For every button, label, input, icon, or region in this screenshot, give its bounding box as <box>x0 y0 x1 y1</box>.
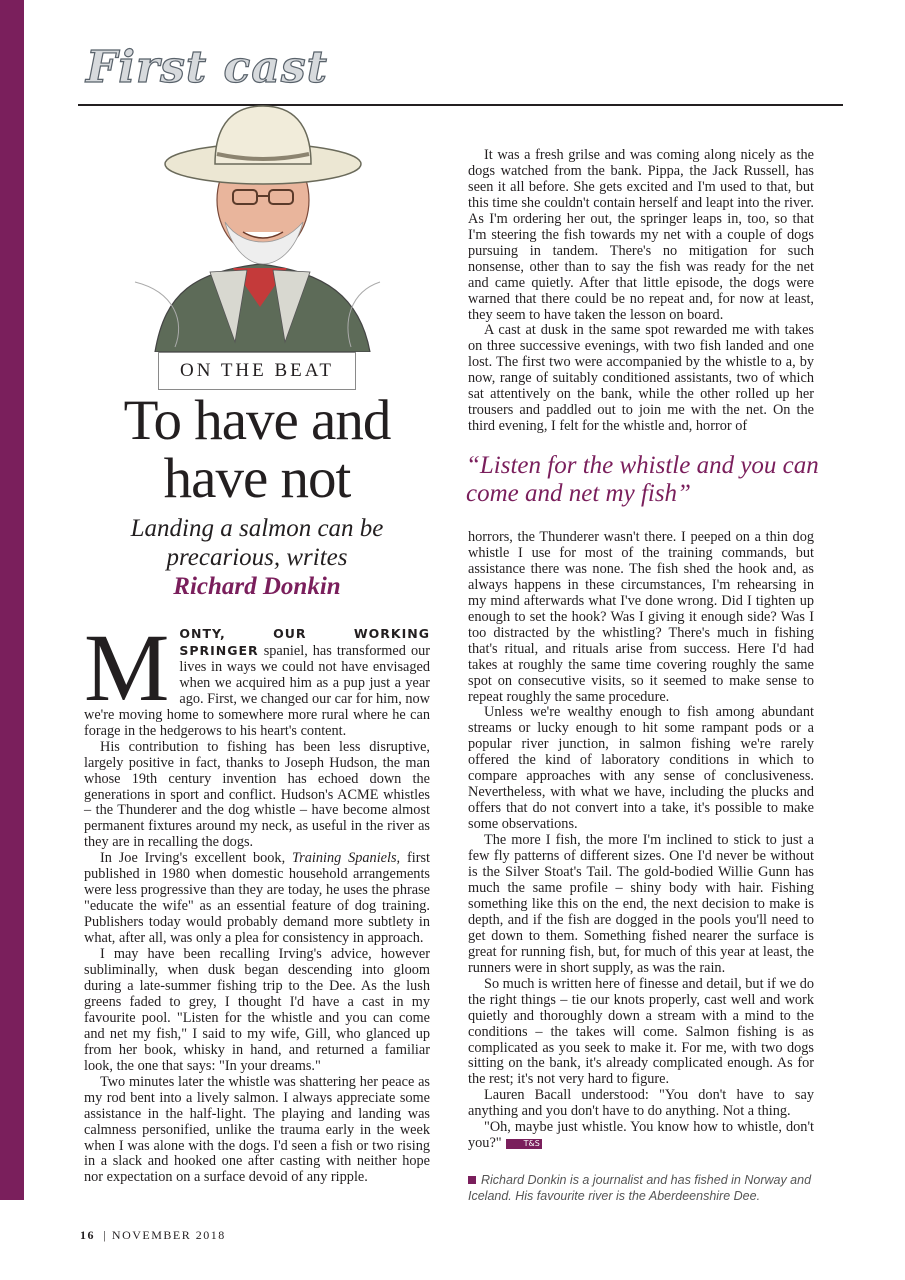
section-title: First cast <box>86 42 328 93</box>
body-paragraph: horrors, the Thunderer wasn't there. I peeped on a thin dog whistle I use for most of the training commands, but assistance there was none. The fish shed the hook and, as always happens in these circumstances, I'm rehearsing in my mind afterwards what I've done wrong. Did I tighten up enough to set the hook? Was I giving it enough side? Was I too distracted by the whistling? There's much in fishing that's ritual, and rituals arise from success. Here I'd had takes at roughly the same time covering roughly the same spot on consecutive visits, so it seemed to make sense to repeat roughly the same procedure. <box>468 529 814 705</box>
body-paragraph <box>84 851 430 947</box>
headline-line-1: To have and <box>123 389 391 452</box>
body-paragraph <box>84 614 430 740</box>
author-portrait-illustration <box>115 92 405 352</box>
book-title: Training Spaniels, <box>292 850 401 867</box>
headline-line-2: have not <box>163 447 351 510</box>
on-the-beat-label: ON THE BEAT <box>158 352 356 390</box>
body-paragraph: I may have been recalling Irving's advice, however subliminally, when dusk began descending into gloom during a late-summer fishing trip to the Dee. As the lush greens faded to grey, I thought I'd have a cast in my favourite pool. "Listen for the whistle and you can come and net my fish," I said to my wife, Gill, who glanced up from her book, whisky in hand, and returned a familiar look, the one that says: "In your dreams." <box>84 946 430 1074</box>
body-paragraph: Two minutes later the whistle was shattering her peace as my rod bent into a lively salmon. I always appreciate some assistance in the half-light. The playing and landing was calmness personified, unlike the trauma early in the week when I was alone with the dogs. I'd seen a fish or two rising in a slack and hooked one after casting with neither hope nor expectation on a surface devoid of any ripple. <box>84 1073 430 1186</box>
paragraph-text: "Oh, maybe just whistle. You know how to whistle, don't you?" <box>468 1119 814 1152</box>
page-number: 16 <box>80 1228 95 1242</box>
page-folio: 16 | NOVEMBER 2018 <box>80 1228 226 1242</box>
body-paragraph: His contribution to fishing has been less disruptive, largely positive in fact, thanks to Joseph Hudson, the man whose 19th century invention has echoed down the generations in sport and conflict. Hudson's ACME whistles – the Thunderer and the dog whistle – have become almost permanent fixtures around my neck, as useful in the river as they are in recalling the dogs. <box>84 738 430 851</box>
standfirst-text: Landing a salmon can be precarious, writes <box>130 515 384 571</box>
body-paragraph: It was a fresh grilse and was coming along nicely as the dogs watched from the bank. Pippa, the Jack Russell, has seen it all before. She gets excited and I'm used to that, but this time she couldn't contain herself and leapt into the river. As I'm ordering her out, the springer leaps in, too, so that I'm steering the fish towards my net with a couple of dogs pursuing in tandem. There's no mitigation for such nonsense, other than to say the fish was ready for the net and came quietly. After that little episode, the dogs were warned that there could be no repeat and, for now at least, they seem to have taken the lesson on board. <box>468 147 814 323</box>
author-bio <box>468 1172 814 1204</box>
body-paragraph: Lauren Bacall understood: "You don't have to say anything and you don't have to do anything. Not a thing. <box>468 1087 814 1120</box>
body-column-right-bottom <box>468 530 814 1152</box>
paragraph-text: first published in 1980 when domestic household arrangements were less progressive than they are today, he uses the phrase "educate the wife" as an essential feature of dog training. Publishers today would probably demand more subtlety in what, after all, was only a plea for consistency in approach. <box>84 850 430 947</box>
pull-quote: “Listen for the whistle and you can come and net my fish” <box>466 452 819 507</box>
bullet-square-icon <box>468 1176 476 1184</box>
body-paragraph: So much is written here of finesse and detail, but if we do the right things – tie our knots properly, cast well and work quietly and thoroughly down a stream with a mind to the conditions – the takes will come. Salmon fishing is as complicated as you seek to make it. For me, with two dogs sitting on the bank, it's already complicated enough. As for the rest; it's not very hard to figure. <box>468 975 814 1088</box>
accent-side-bar <box>0 0 24 1200</box>
paragraph-text: In Joe Irving's excellent book, <box>100 850 292 867</box>
body-paragraph: A cast at dusk in the same spot rewarded me with takes on three successive evenings, with two fish landed and one lost. The first two were accompanied by the whistle to a, by now, range of suitably conditioned assistants, two of which sat attentively on the bank, while the other rolled up her trousers and paddled out to join me with the net. On the third evening, I felt for the whistle and, horror of <box>468 322 814 435</box>
drop-cap: M <box>84 614 170 721</box>
end-mark-icon: T&S <box>506 1139 542 1149</box>
bio-text: Richard Donkin is a journalist and has fished in Norway and Iceland. His favourite river is the Aberdeenshire Dee. <box>468 1173 812 1203</box>
body-paragraph <box>468 1120 814 1152</box>
body-column-left <box>84 614 430 1186</box>
body-paragraph: The more I fish, the more I'm inclined to stick to just a few fly patterns of different sizes. One I'd never be without is the Silver Stoat's Tail. The gold-bodied Willie Gunn has much the same profile – shiny body with hair. Fishing something like this on the end, the next decision to make is depth, and if the fish are dogged in the pools you'll need to get down to them. Something fished nearer the surface is great for running fish, but, for much of this year at least, the runners were in short supply, as was the rain. <box>468 832 814 976</box>
issue-date: NOVEMBER 2018 <box>111 1228 226 1242</box>
article-headline <box>78 389 436 510</box>
author-byline: Richard Donkin <box>173 573 341 600</box>
standfirst <box>78 514 436 601</box>
lead-in-text: spaniel, has transformed our lives in ways we could not have envisaged when we acquired him as a pup just a year ago. First, we changed our car for him, now we're moving home to somewhere more rural where he can forage in the hedgerows to his heart's content. <box>84 642 430 739</box>
lead-in-caps: ONTY, OUR WORKING SPRINGER <box>179 626 430 658</box>
body-column-right-top <box>468 148 814 435</box>
body-paragraph: Unless we're wealthy enough to fish among abundant streams or lucky enough to hit some rampant pods or a popular river junction, in salmon fishing we're rarely offered the kind of laboratory conditions in which to compare approaches with any sense of conclusiveness. Nevertheless, with what we have, including the plucks and offers that do not convert into a take, it's possible to make some observations. <box>468 704 814 833</box>
